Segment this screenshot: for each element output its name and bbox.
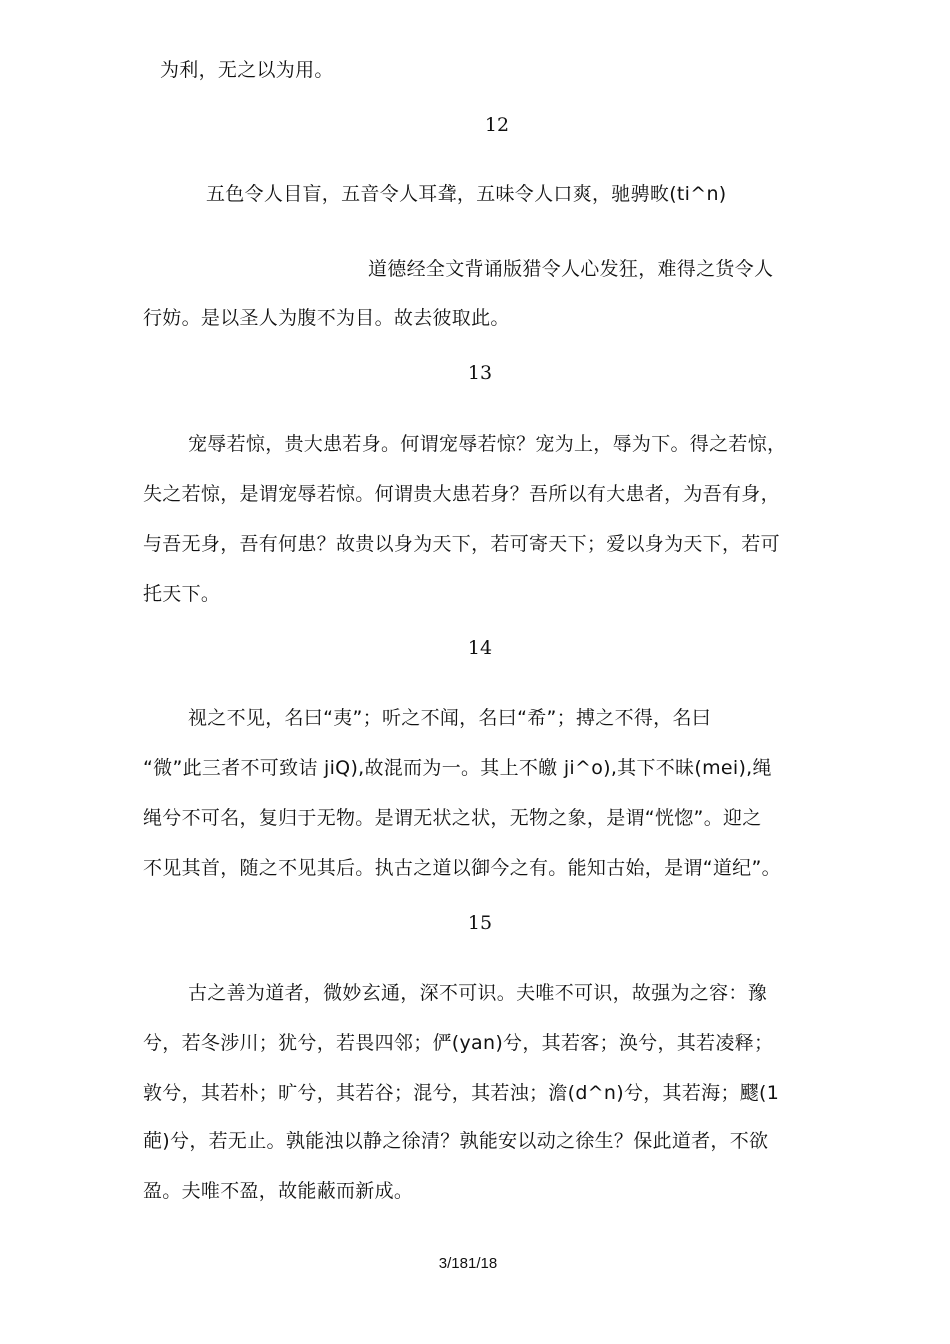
text-line: “微”此三者不可致诘 jiQ),故混而为一。其上不皦 ji^o),其下不昧(mei),绳 [143, 757, 772, 779]
text-line: 宠辱若惊，贵大患若身。何谓宠辱若惊？宠为上，辱为下。得之若惊， [188, 433, 787, 455]
text-line: 不见其首，随之不见其后。执古之道以御今之有。能知古始，是谓“道纪”。 [143, 857, 781, 879]
chapter-number: 13 [467, 362, 493, 384]
chapter-number: 14 [467, 637, 493, 659]
text-line: 敦兮，其若朴；旷兮，其若谷；混兮，其若浊；澹(d^n)兮，其若海；飂(1 [143, 1082, 780, 1104]
text-line: 葩)兮，若无止。孰能浊以静之徐清？孰能安以动之徐生？保此道者，不欲 [143, 1130, 769, 1152]
text-line: 兮，若冬涉川；犹兮，若畏四邻；俨(yan)兮，其若客；涣兮，其若凌释； [143, 1032, 774, 1054]
text-line: 古之善为道者，微妙玄通，深不可识。夫唯不可识，故强为之容：豫 [188, 982, 768, 1004]
text-line: 道德经全文背诵版猎令人心发狂，难得之货令人 [368, 258, 774, 280]
text-line: 失之若惊，是谓宠辱若惊。何谓贵大患若身？吾所以有大患者，为吾有身， [143, 483, 780, 505]
chapter-number: 12 [484, 114, 510, 136]
text-line: 盈。夫唯不盈，故能蔽而新成。 [143, 1180, 414, 1202]
chapter-number: 15 [467, 912, 493, 934]
text-line: 为利，无之以为用。 [160, 59, 334, 81]
text-line: 与吾无身，吾有何患？故贵以身为天下，若可寄天下；爱以身为天下，若可 [143, 533, 780, 555]
text-line: 行妨。是以圣人为腹不为目。故去彼取此。 [143, 307, 510, 329]
text-line: 托天下。 [143, 583, 221, 605]
text-line: 绳兮不可名，复归于无物。是谓无状之状，无物之象，是谓“恍惚”。迎之 [143, 807, 762, 829]
text-line: 视之不见，名曰“夷”；听之不闻，名曰“希”；搏之不得，名曰 [188, 707, 712, 729]
text-line: 五色令人目盲，五音令人耳聋，五味令人口爽，驰骋畋(ti^n) [206, 183, 727, 205]
page-number: 3/181/18 [438, 1255, 498, 1272]
